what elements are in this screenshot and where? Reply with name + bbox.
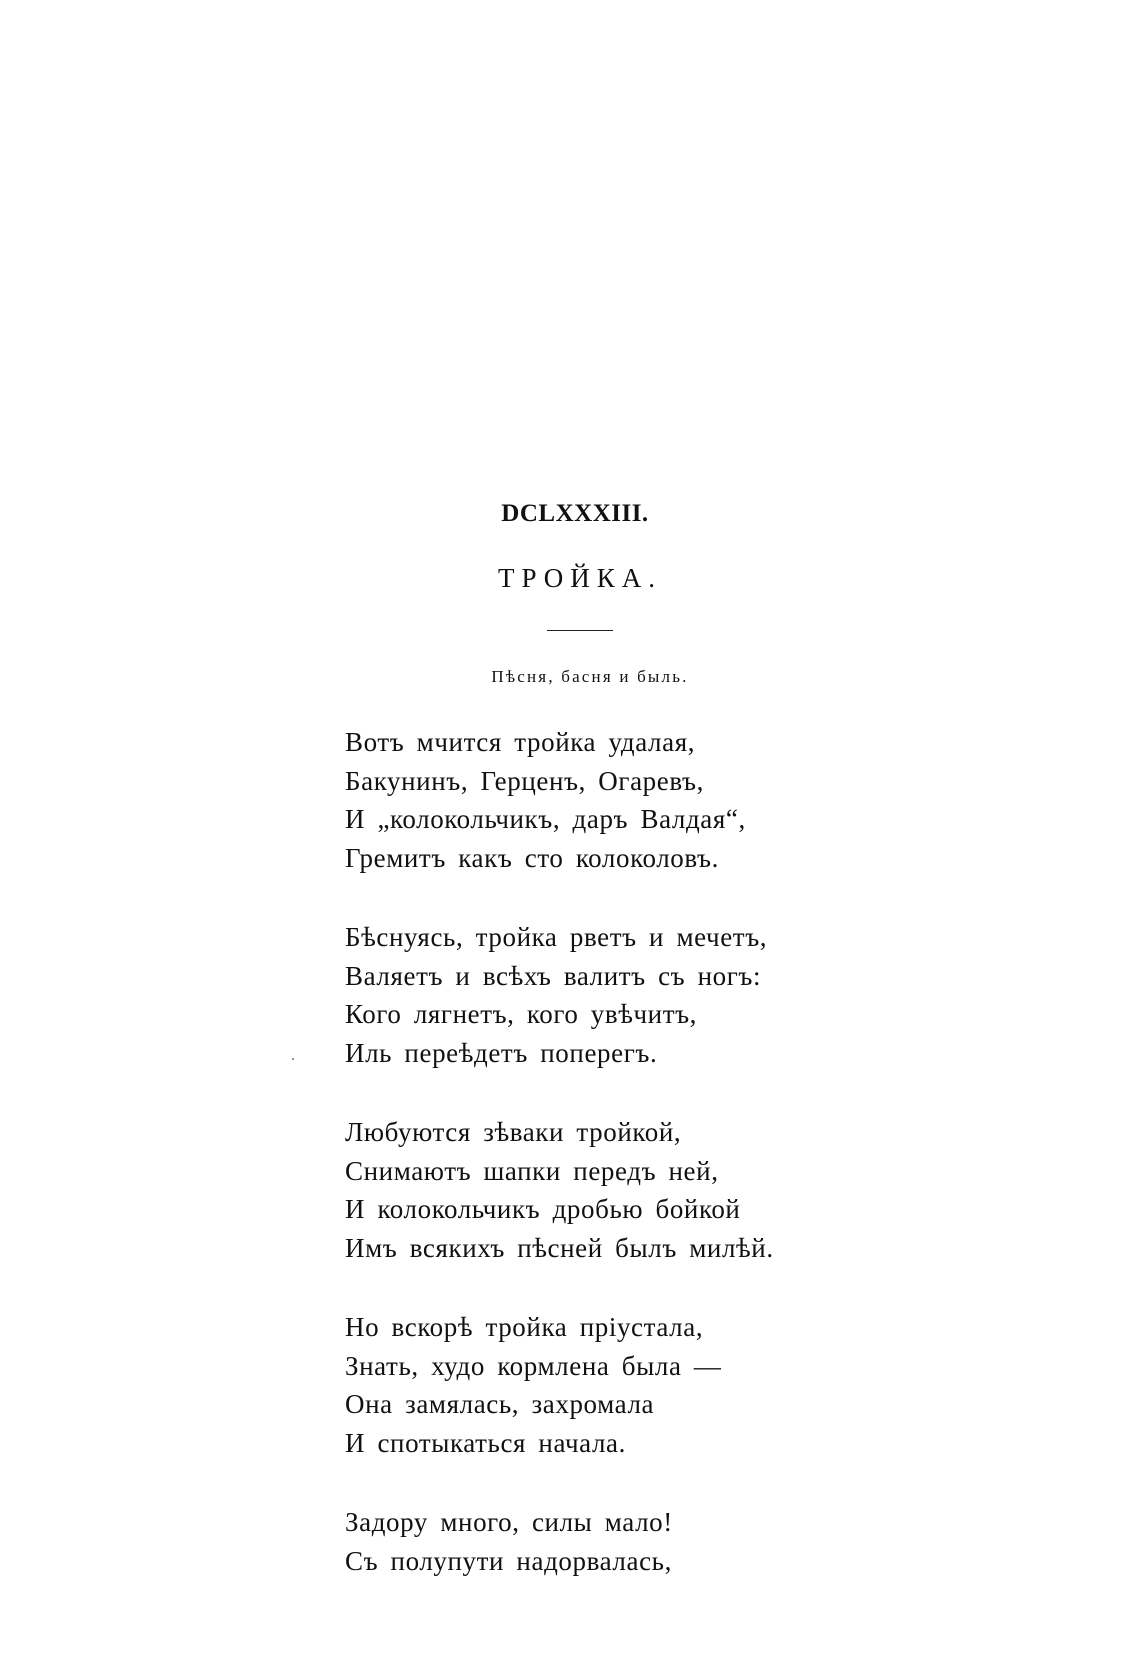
poem-number: DCLXXXIII. bbox=[501, 500, 649, 527]
verse-line: Любуются зѣваки тройкой, bbox=[345, 1117, 682, 1147]
verse-line: Гремитъ какъ сто колоколовъ. bbox=[345, 842, 719, 873]
verse-line: Съ полупути надорвалась, bbox=[345, 1545, 672, 1576]
stanza-2 bbox=[345, 918, 905, 1072]
verse-line: Кого лягнетъ, кого увѣчитъ, bbox=[345, 999, 698, 1029]
verse-line: Знать, худо кормлена была — bbox=[345, 1350, 722, 1381]
verse-line: Снимаютъ шапки передъ ней, bbox=[345, 1155, 719, 1186]
verse-line: Имъ всякихъ пѣсней былъ милѣй. bbox=[345, 1232, 774, 1263]
poem-epigraph: Пѣсня, басня и быль. bbox=[491, 667, 689, 686]
verse-line: Она замялась, захромала bbox=[345, 1389, 655, 1419]
verse-line: Бакунинъ, Герценъ, Огаревъ, bbox=[345, 765, 704, 796]
verse-line: Задору много, силы мало! bbox=[345, 1507, 673, 1537]
verse-line: Валяетъ и всѣхъ валитъ съ ногъ: bbox=[345, 960, 762, 991]
verse-line: Иль переѣдетъ поперегъ. bbox=[345, 1037, 658, 1068]
stanza-3 bbox=[345, 1113, 905, 1267]
stanza-4 bbox=[345, 1308, 905, 1462]
verse-line: Вотъ мчится тройка удалая, bbox=[345, 727, 696, 757]
verse-line: И колокольчикъ дробью бойкой bbox=[345, 1194, 741, 1224]
poem-body bbox=[345, 723, 905, 1621]
verse-line: И спотыкаться начала. bbox=[345, 1427, 626, 1458]
stanza-5 bbox=[345, 1503, 905, 1580]
verse-line: Но вскорѣ тройка пріустала, bbox=[345, 1312, 704, 1342]
verse-line: И „колокольчикъ, даръ Валдая“, bbox=[345, 804, 746, 834]
verse-line: Бѣснуясь, тройка рветъ и мечетъ, bbox=[345, 922, 768, 952]
poem-title: ТРОЙКА. bbox=[497, 563, 663, 593]
stanza-1 bbox=[345, 723, 905, 877]
title-divider bbox=[547, 630, 613, 631]
print-speck bbox=[292, 1058, 294, 1060]
